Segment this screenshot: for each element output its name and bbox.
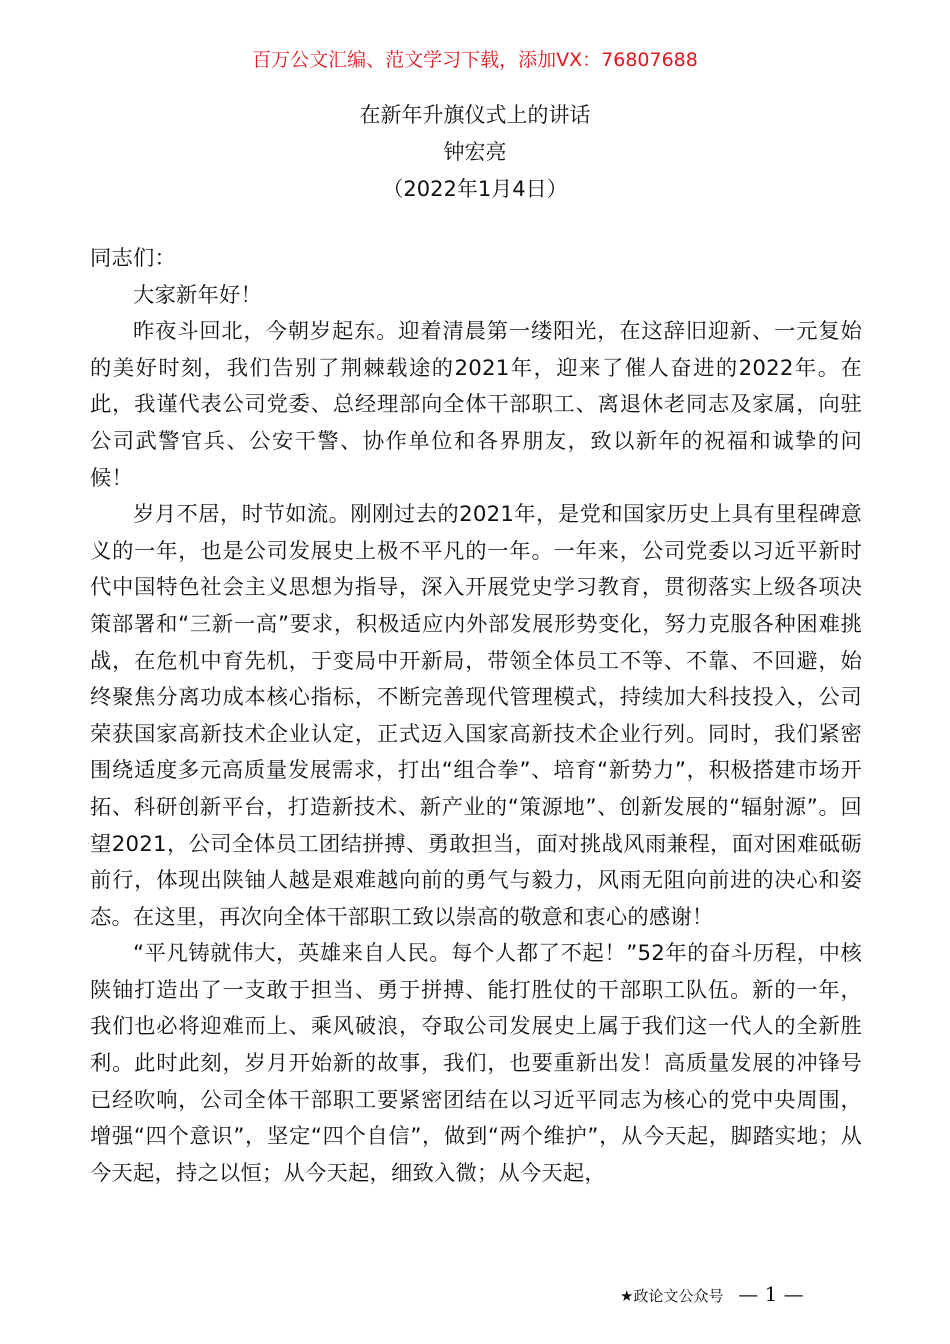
- document-author: 钟宏亮: [443, 140, 507, 164]
- document-body: [90, 241, 862, 1192]
- salutation: 同志们：: [90, 246, 176, 271]
- paragraph: 昨夜斗回北，今朝岁起东。迎着清晨第一缕阳光，在这辞旧迎新、一元复始的美好时刻，我们告别了荆棘载途的2021年，迎来了催人奋进的2022年。在此，我谨代表公司党委、总经理部向全体干部职工、离退休老同志及家属，向驻公司武警官兵、公安干警、协作单位和各界朋友，致以新年的祝福和诚挚的问候！: [90, 319, 862, 491]
- watermark-banner: 百万公文汇编、范文学习下载，添加VX：76807688: [252, 49, 698, 71]
- paragraph: “平凡铸就伟大，英雄来自人民。每个人都了不起！”52年的奋斗历程，中核陕铀打造出了一支敢于担当、勇于拼搏、能打胜仗的干部职工队伍。新的一年，我们也必将迎难而上、乘风破浪，夺取公司发展史上属于我们这一代人的全新胜利。此时此刻，岁月开始新的故事，我们，也要重新出发！高质量发展的冲锋号已经吹响，公司全体干部职工要紧密团结在以习近平同志为核心的党中央周围，增强“四个意识”，坚定“四个自信”，做到“两个维护”，从今天起，脚踏实地；从今天起，持之以恒；从今天起，细致入微；从今天起，: [90, 941, 862, 1186]
- document-header: [0, 97, 950, 208]
- page-number: — 1 —: [738, 1282, 804, 1306]
- paragraph: 大家新年好！: [133, 282, 262, 308]
- page-footer: [620, 1283, 804, 1307]
- document-date: （2022年1月4日）: [382, 177, 568, 201]
- footer-source-label: ★政论文公众号: [620, 1287, 724, 1305]
- paragraph: 岁月不居，时节如流。刚刚过去的2021年，是党和国家历史上具有里程碑意义的一年，也是公司发展史上极不平凡的一年。一年来，公司党委以习近平新时代中国特色社会主义思想为指导，深入开展党史学习教育，贯彻落实上级各项决策部署和“三新一高”要求，积极适应内外部发展形势变化，努力克服各种困难挑战，在危机中育先机，于变局中开新局，带领全体员工不等、不靠、不回避，始终聚焦分离功成本核心指标，不断完善现代管理模式，持续加大科技投入，公司荣获国家高新技术企业认定，正式迈入国家高新技术企业行列。同时，我们紧密围绕适度多元高质量发展需求，打出“组合拳”、培育“新势力”，积极搭建市场开拓、科研创新平台，打造新技术、新产业的“策源地”、创新发展的“辐射源”。回望2021，公司全体员工团结拼搏、勇敢担当，面对挑战风雨兼程，面对困难砥砺前行，体现出陕铀人越是艰难越向前的勇气与毅力，风雨无阻向前进的决心和姿态。在这里，再次向全体干部职工致以崇高的敬意和衷心的感谢！: [90, 502, 862, 930]
- document-title: 在新年升旗仪式上的讲话: [359, 103, 591, 127]
